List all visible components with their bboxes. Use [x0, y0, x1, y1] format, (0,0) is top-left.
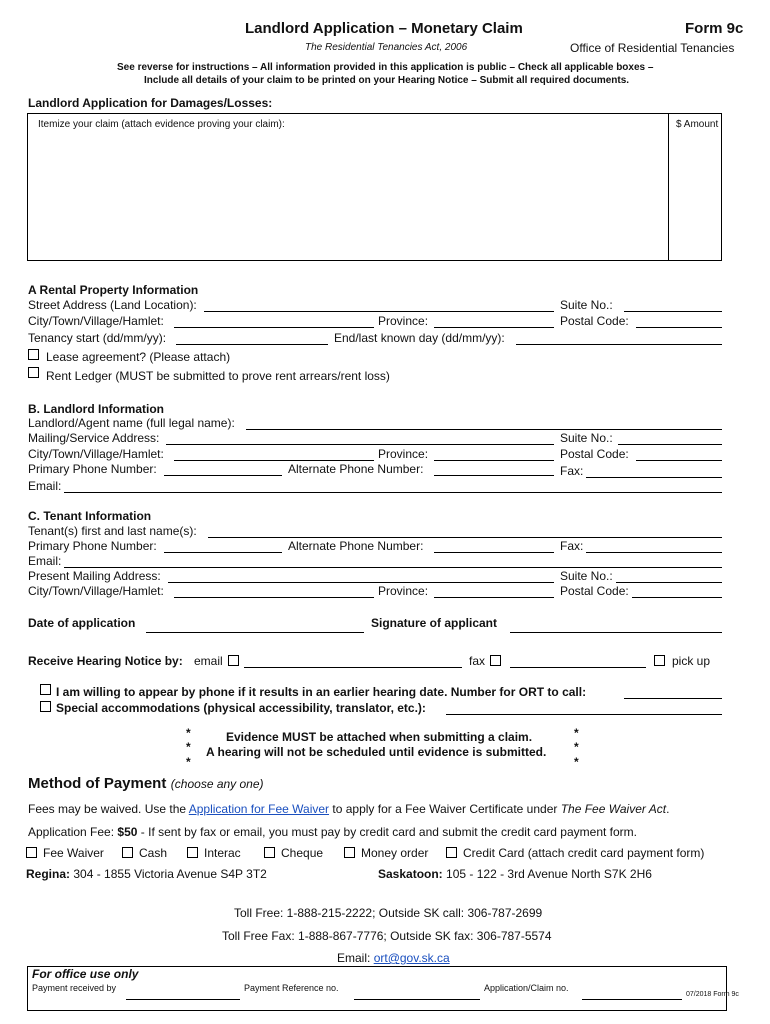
- end-day-field[interactable]: [516, 344, 722, 345]
- landlord-city-field[interactable]: [174, 460, 374, 461]
- landlord-fax-label: Fax:: [560, 464, 584, 478]
- province-label: Province:: [378, 314, 429, 328]
- suite-label: Suite No.:: [560, 298, 613, 312]
- ledger-checkbox[interactable]: [28, 367, 39, 378]
- date-label: Date of application: [28, 616, 136, 630]
- landlord-fax-field[interactable]: [586, 477, 722, 478]
- tenant-suite-field[interactable]: [616, 582, 722, 583]
- tenant-suite-label: Suite No.:: [560, 569, 613, 583]
- fee-label: Application Fee:: [28, 825, 115, 839]
- hearing-pickup-label: pick up: [672, 654, 711, 668]
- payment-title: Method of Payment: [28, 775, 167, 792]
- tenant-fax-field[interactable]: [586, 552, 722, 553]
- signature-field[interactable]: [510, 632, 722, 633]
- phone-appear-checkbox[interactable]: [40, 684, 51, 695]
- landlord-mailing-field[interactable]: [166, 444, 554, 445]
- saskatoon-address: 105 - 122 - 3rd Avenue North S7K 2H6: [446, 867, 652, 881]
- payment-reference-label: Payment Reference no.: [244, 983, 339, 993]
- special-field[interactable]: [446, 714, 722, 715]
- regina-office: [26, 867, 267, 881]
- landlord-postal-field[interactable]: [636, 460, 722, 461]
- fee-rest: - If sent by fax or email, you must pay by credit card and submit the credit card payment form.: [140, 825, 637, 839]
- landlord-province-label: Province:: [378, 447, 429, 461]
- star-right-2: *: [574, 740, 579, 754]
- option-cheque: Cheque: [281, 846, 324, 860]
- option-credit-card: Credit Card (attach credit card payment form): [463, 846, 705, 860]
- payment-received-field[interactable]: [126, 999, 240, 1000]
- regina-label: Regina:: [26, 867, 71, 881]
- office-name: Office of Residential Tenancies: [570, 41, 735, 55]
- email-label: Email:: [337, 951, 371, 965]
- payment-reference-field[interactable]: [354, 999, 480, 1000]
- payment-choose: (choose any one): [170, 777, 264, 791]
- tenant-mailing-field[interactable]: [168, 582, 554, 583]
- cheque-checkbox[interactable]: [264, 847, 275, 858]
- fee-waiver-post: to apply for a Fee Waiver Certificate under: [332, 802, 558, 816]
- amount-label: $ Amount: [676, 119, 719, 130]
- payment-received-label: Payment received by: [32, 983, 117, 993]
- itemize-label: Itemize your claim (attach evidence proving your claim):: [38, 119, 285, 130]
- landlord-postal-label: Postal Code:: [560, 447, 629, 461]
- fee-waiver-act: The Fee Waiver Act: [560, 802, 667, 816]
- star-right-3: *: [574, 755, 579, 769]
- fee-amount: $50: [117, 825, 138, 839]
- evidence-line-2: A hearing will not be scheduled until evidence is submitted.: [206, 745, 547, 759]
- application-fee-line: [28, 825, 637, 839]
- hearing-fax-field[interactable]: [510, 667, 646, 668]
- section-a-title: A Rental Property Information: [28, 283, 199, 297]
- act-name: The Residential Tenancies Act, 2006: [305, 42, 468, 53]
- fee-waiver-link[interactable]: Application for Fee Waiver: [188, 802, 330, 816]
- office-use-box: [27, 966, 739, 1011]
- star-left-1: *: [186, 726, 191, 740]
- landlord-mailing-label: Mailing/Service Address:: [28, 431, 160, 445]
- star-right-1: *: [574, 726, 579, 740]
- landlord-suite-label: Suite No.:: [560, 431, 613, 445]
- landlord-city-label: City/Town/Village/Hamlet:: [28, 447, 164, 461]
- tenant-alt-phone-field[interactable]: [434, 552, 554, 553]
- tenant-email-label: Email:: [28, 554, 62, 568]
- instructions-line-1: See reverse for instructions – All information provided in this application is public – Check all applicable boxes –: [117, 62, 654, 73]
- landlord-alt-phone-label: Alternate Phone Number:: [288, 462, 424, 476]
- claim-no-field[interactable]: [582, 999, 682, 1000]
- landlord-name-label: Landlord/Agent name (full legal name):: [28, 416, 235, 430]
- damages-title: Landlord Application for Damages/Losses:: [28, 96, 273, 110]
- tenant-city-field[interactable]: [174, 597, 374, 598]
- province-field[interactable]: [434, 327, 554, 328]
- hearing-label: Receive Hearing Notice by:: [28, 654, 183, 668]
- interac-checkbox[interactable]: [187, 847, 198, 858]
- suite-field[interactable]: [624, 311, 722, 312]
- amount-divider: [668, 114, 669, 261]
- hearing-email-field[interactable]: [244, 667, 462, 668]
- form-footer: 07/2018 Form 9c: [686, 991, 739, 998]
- city-label: City/Town/Village/Hamlet:: [28, 314, 164, 328]
- star-left-2: *: [186, 740, 191, 754]
- landlord-email-label: Email:: [28, 479, 62, 493]
- damages-box[interactable]: [27, 113, 722, 261]
- star-left-3: *: [186, 755, 191, 769]
- phone-appear-label: I am willing to appear by phone if it results in an earlier hearing date. Number for ORT to call:: [56, 685, 587, 699]
- evidence-line-1: Evidence MUST be attached when submitting a claim.: [226, 730, 533, 744]
- money-order-checkbox[interactable]: [344, 847, 355, 858]
- tenant-email-field[interactable]: [64, 567, 722, 568]
- lease-checkbox[interactable]: [28, 349, 39, 360]
- tenant-alt-phone-label: Alternate Phone Number:: [288, 539, 424, 553]
- fee-waiver-line: Fees may be waived. Use the Application for Fee Waiver to apply for a Fee Waiver Certificate under The Fee Waiver Act.: [28, 802, 670, 816]
- hearing-email-label: email: [194, 654, 223, 668]
- phone-appear-field[interactable]: [624, 698, 722, 699]
- tenancy-start-field[interactable]: [176, 344, 328, 345]
- form-title: Landlord Application – Monetary Claim: [245, 20, 523, 37]
- hearing-pickup-checkbox[interactable]: [654, 655, 665, 666]
- tenant-phone-label: Primary Phone Number:: [28, 539, 157, 553]
- email-link[interactable]: ort@gov.sk.ca: [373, 951, 450, 965]
- ledger-label: Rent Ledger (MUST be submitted to prove rent arrears/rent loss): [46, 369, 390, 383]
- special-label: Special accommodations (physical accessibility, translator, etc.):: [56, 701, 426, 715]
- street-label: Street Address (Land Location):: [28, 298, 197, 312]
- lease-label: Lease agreement? (Please attach): [46, 350, 231, 364]
- postal-label: Postal Code:: [560, 314, 629, 328]
- landlord-email-field[interactable]: [64, 492, 722, 493]
- tenant-names-field[interactable]: [208, 537, 722, 538]
- regina-address: 304 - 1855 Victoria Avenue S4P 3T2: [73, 867, 267, 881]
- credit-card-checkbox[interactable]: [446, 847, 457, 858]
- form-number: Form 9c: [685, 20, 744, 37]
- landlord-suite-field[interactable]: [618, 444, 722, 445]
- landlord-phone-field[interactable]: [164, 475, 282, 476]
- claim-no-label: Application/Claim no.: [484, 983, 569, 993]
- postal-field[interactable]: [636, 327, 722, 328]
- city-field[interactable]: [174, 327, 374, 328]
- landlord-name-field[interactable]: [246, 429, 722, 430]
- option-money-order: Money order: [361, 846, 429, 860]
- tenant-city-label: City/Town/Village/Hamlet:: [28, 584, 164, 598]
- special-checkbox[interactable]: [40, 701, 51, 712]
- email-line: [337, 951, 450, 965]
- tenant-phone-field[interactable]: [164, 552, 282, 553]
- fee-waiver-checkbox[interactable]: [26, 847, 37, 858]
- tenant-mailing-label: Present Mailing Address:: [28, 569, 161, 583]
- tenant-postal-label: Postal Code:: [560, 584, 629, 598]
- option-fee-waiver: Fee Waiver: [43, 846, 104, 860]
- option-cash: Cash: [139, 846, 168, 860]
- hearing-fax-checkbox[interactable]: [490, 655, 501, 666]
- end-day-label: End/last known day (dd/mm/yy):: [334, 331, 505, 345]
- toll-free-line: Toll Free: 1-888-215-2222; Outside SK call: 306-787-2699: [234, 906, 543, 920]
- fee-waiver-pre: Fees may be waived. Use the: [28, 802, 187, 816]
- payment-heading: [28, 775, 264, 793]
- tenant-postal-field[interactable]: [632, 597, 722, 598]
- instructions-line-2: Include all details of your claim to be printed on your Hearing Notice – Submit all required documents.: [144, 75, 630, 86]
- option-interac: Interac: [204, 846, 241, 860]
- landlord-phone-label: Primary Phone Number:: [28, 462, 157, 476]
- section-b-title: B. Landlord Information: [28, 402, 164, 416]
- signature-label: Signature of applicant: [371, 616, 498, 630]
- tenancy-start-label: Tenancy start (dd/mm/yy):: [28, 331, 167, 345]
- cash-checkbox[interactable]: [122, 847, 133, 858]
- street-field[interactable]: [204, 311, 554, 312]
- tenant-names-label: Tenant(s) first and last name(s):: [28, 524, 197, 538]
- section-c-title: C. Tenant Information: [28, 509, 152, 523]
- saskatoon-office: [378, 867, 652, 881]
- hearing-fax-label: fax: [469, 654, 486, 668]
- landlord-alt-phone-field[interactable]: [434, 475, 554, 476]
- tenant-province-field[interactable]: [434, 597, 554, 598]
- office-use-title: For office use only: [32, 967, 139, 981]
- hearing-email-checkbox[interactable]: [228, 655, 239, 666]
- tenant-province-label: Province:: [378, 584, 429, 598]
- tenant-fax-label: Fax:: [560, 539, 584, 553]
- landlord-province-field[interactable]: [434, 460, 554, 461]
- date-field[interactable]: [146, 632, 364, 633]
- toll-fax-line: Toll Free Fax: 1-888-867-7776; Outside SK fax: 306-787-5574: [222, 929, 552, 943]
- saskatoon-label: Saskatoon:: [378, 867, 443, 881]
